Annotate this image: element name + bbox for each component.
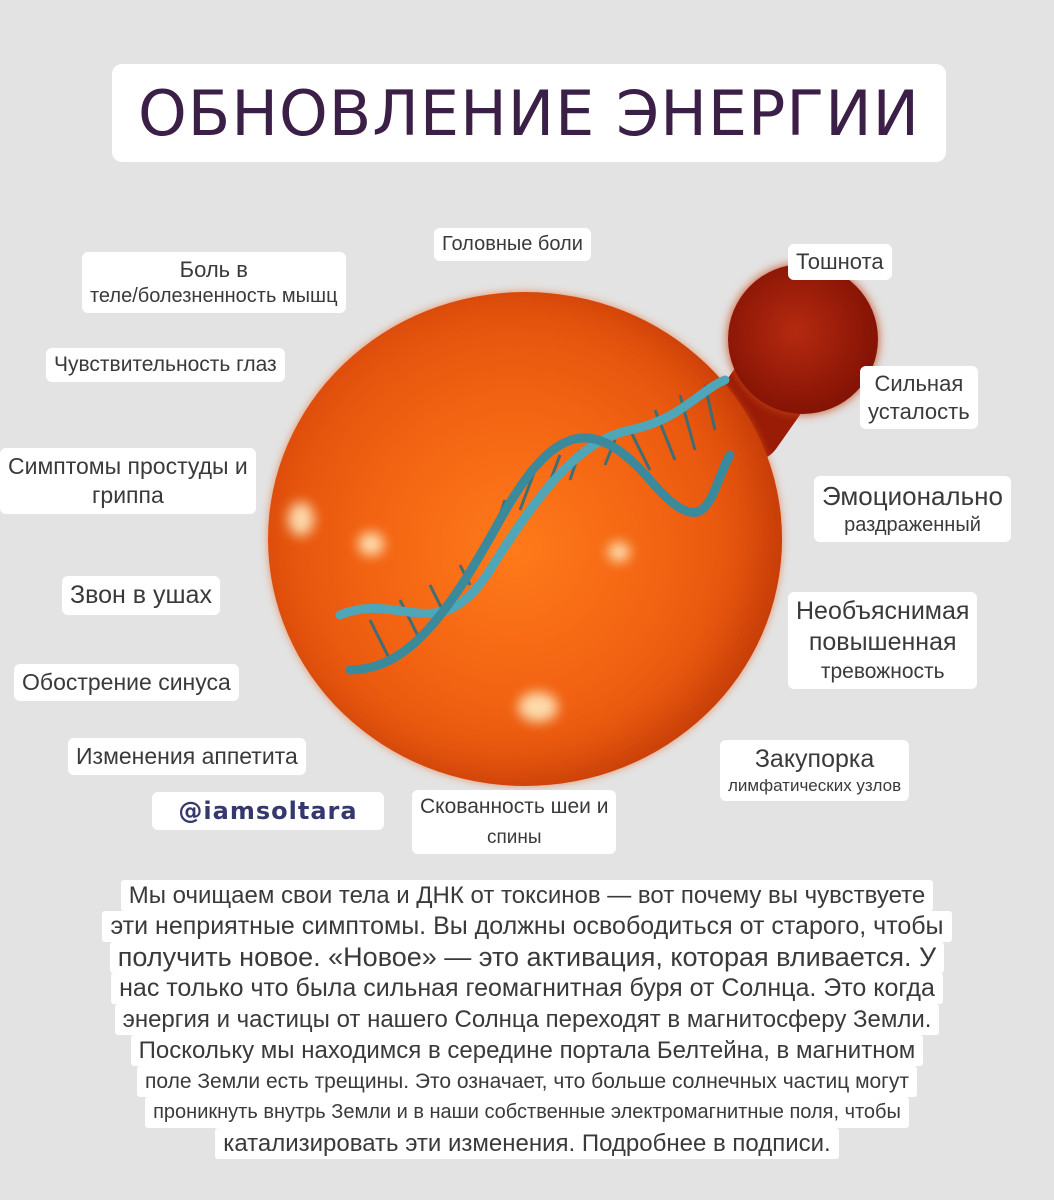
label-text: Обострение синуса <box>22 669 231 695</box>
label-emotional <box>814 476 1011 542</box>
label-text: теле/болезненность мышц <box>90 284 338 307</box>
paragraph-line: проникнуть внутрь Земли и в наши собственные электромагнитные поля, чтобы <box>145 1097 909 1128</box>
label-text: Изменения аппетита <box>76 743 298 769</box>
label-text: гриппа <box>92 481 164 508</box>
label-sinus <box>14 664 239 701</box>
page-title: ОБНОВЛЕНИЕ ЭНЕРГИИ <box>137 76 920 150</box>
label-text: тревожность <box>820 659 945 683</box>
label-neck-stiffness <box>412 790 616 854</box>
label-headaches <box>434 228 591 261</box>
paragraph-line: Поскольку мы находимся в середине портала Белтейна, в магнитном <box>131 1035 924 1066</box>
label-eye-sensitivity <box>46 348 285 382</box>
label-text: Боль в <box>179 257 248 282</box>
paragraph-line: получить новое. «Новое» — это активация, которая вливается. У <box>110 942 944 973</box>
label-text: Головные боли <box>442 233 583 255</box>
paragraph-line: эти неприятные симптомы. Вы должны освободиться от старого, чтобы <box>102 911 951 942</box>
label-appetite <box>68 738 306 775</box>
label-text: Закупорка <box>754 745 875 773</box>
label-body-pain <box>82 252 346 313</box>
label-lymph <box>720 740 909 801</box>
label-text: Скованность шеи и <box>420 795 609 818</box>
label-text: лимфатических узлов <box>728 776 902 796</box>
label-text: Симптомы простуды и <box>8 453 248 479</box>
sun-illustration <box>250 250 870 810</box>
label-text: Тошнота <box>796 249 884 274</box>
label-text: Необъяснимая <box>796 597 970 625</box>
sun-flare-spot <box>518 692 558 722</box>
label-tinnitus <box>62 576 220 615</box>
label-text: усталость <box>868 398 970 424</box>
paragraph-line: Мы очищаем свои тела и ДНК от токсинов — вот почему вы чувствуете <box>121 880 933 911</box>
label-text: спины <box>486 827 542 849</box>
solar-prominence <box>728 264 878 414</box>
label-anxiety <box>788 592 977 689</box>
label-text: повышенная <box>808 628 957 657</box>
label-text: Эмоционально <box>822 481 1003 511</box>
author-handle[interactable] <box>152 792 384 830</box>
paragraph-line: нас только что была сильная геомагнитная буря от Солнца. Это когда <box>111 973 943 1004</box>
label-text: раздраженный <box>844 513 981 536</box>
label-text: Сильная <box>874 371 964 396</box>
sun-flare-spot <box>288 502 314 536</box>
label-nausea <box>788 244 892 280</box>
paragraph-line: катализировать эти изменения. Подробнее в подписи. <box>215 1128 838 1159</box>
label-cold-flu <box>0 448 256 514</box>
label-fatigue <box>860 366 978 429</box>
paragraph-line: энергия и частицы от нашего Солнца переходят в магнитосферу Земли. <box>115 1004 940 1035</box>
label-text: Чувствительность глаз <box>54 353 277 376</box>
description-paragraph <box>50 880 1004 1159</box>
paragraph-line: поле Земли есть трещины. Это означает, что больше солнечных частиц могут <box>137 1066 917 1097</box>
label-text: Звон в ушах <box>70 581 212 609</box>
author-handle-text: @iamsoltara <box>178 797 358 825</box>
dna-helix-icon <box>330 370 750 680</box>
title-box <box>112 64 946 162</box>
